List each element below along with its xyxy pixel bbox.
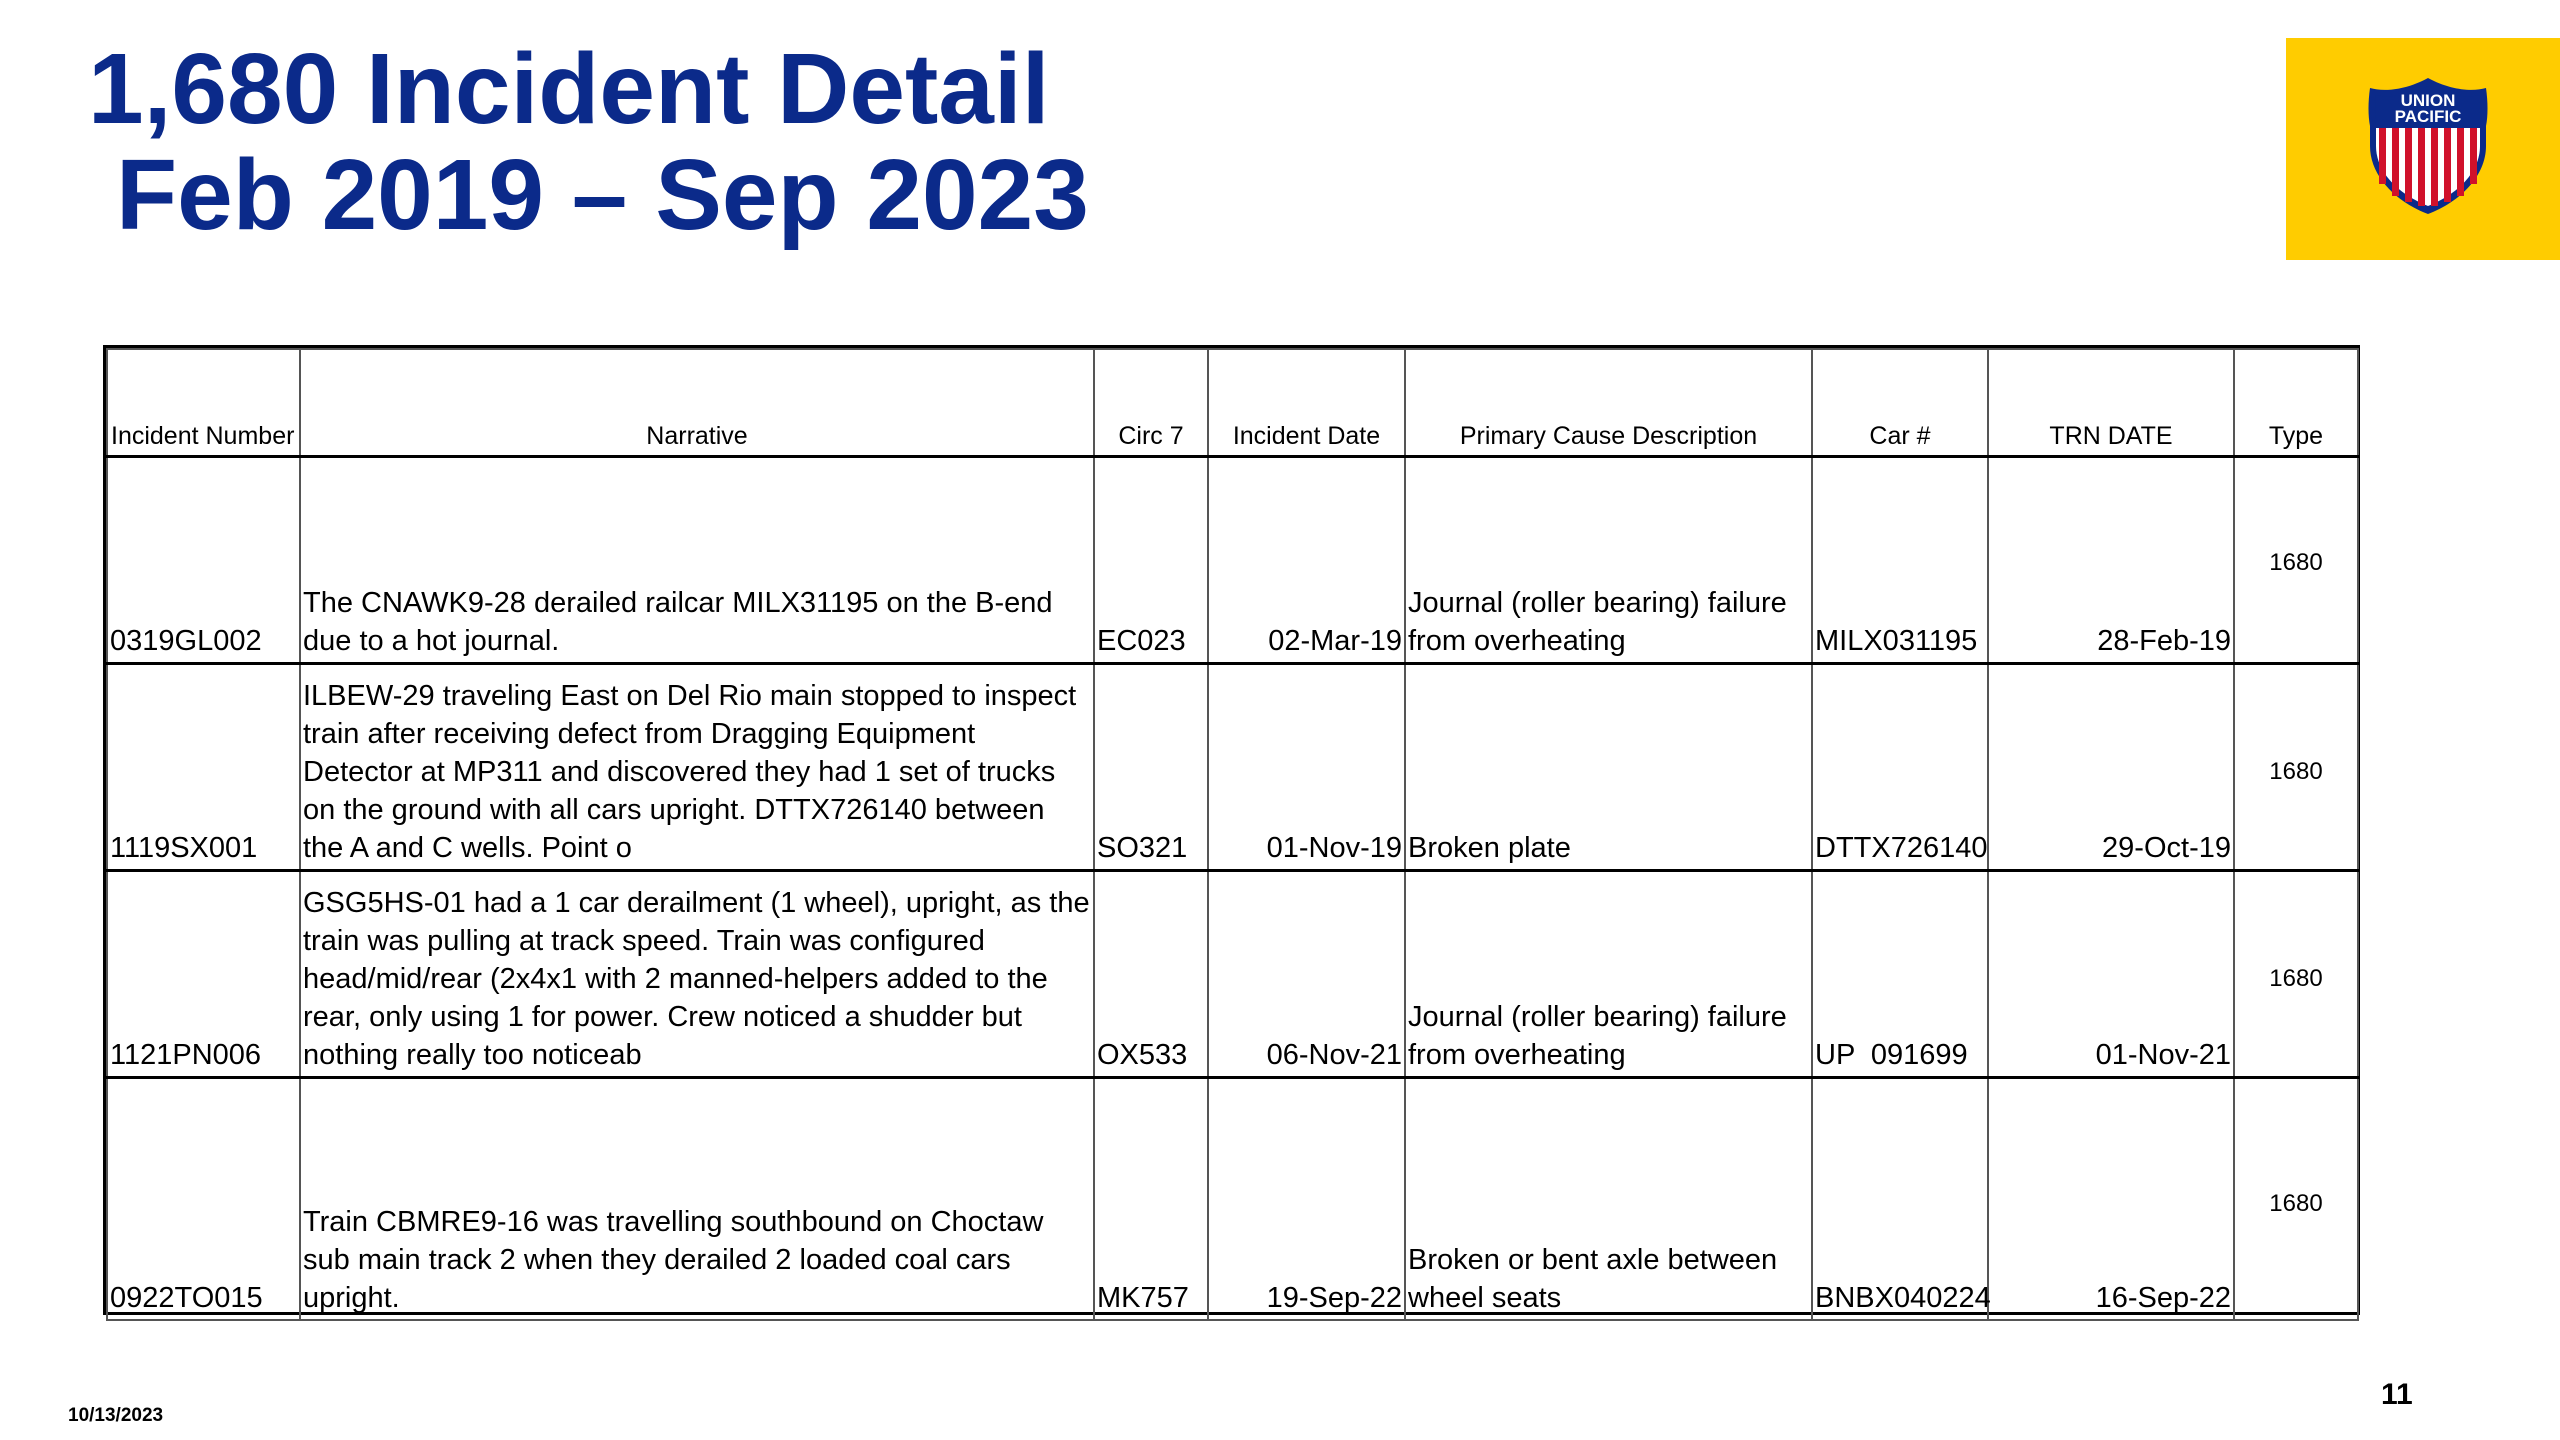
cell-primary-cause: Journal (roller bearing) failure from overheating: [1405, 456, 1812, 663]
slide-title: [88, 33, 1089, 251]
shield-icon: [2366, 76, 2490, 216]
table-row: [107, 663, 2358, 870]
cell-car-number: MILX031195: [1812, 456, 1988, 663]
cell-incident-date: 19-Sep-22: [1208, 1077, 1405, 1320]
header-trn-date: TRN DATE: [1988, 349, 2234, 456]
cell-type: 1680: [2234, 663, 2358, 870]
footer-date: 10/13/2023: [68, 1405, 164, 1426]
cell-incident-date: 02-Mar-19: [1208, 456, 1405, 663]
logo-text-pacific: PACIFIC: [2394, 107, 2462, 126]
cell-primary-cause: Journal (roller bearing) failure from overheating: [1405, 870, 1812, 1077]
union-pacific-logo: [2286, 38, 2560, 260]
header-primary-cause: Primary Cause Description: [1405, 349, 1812, 456]
cell-type: 1680: [2234, 456, 2358, 663]
cell-incident-number: 0922TO015: [107, 1077, 300, 1320]
logo-text-union: UNION: [2400, 91, 2456, 110]
title-line-1: 1,680 Incident Detail: [88, 33, 1050, 145]
cell-primary-cause: Broken or bent axle between wheel seats: [1405, 1077, 1812, 1320]
header-type: Type: [2234, 349, 2358, 456]
cell-incident-date: 01-Nov-19: [1208, 663, 1405, 870]
title-line-2: Feb 2019 – Sep 2023: [116, 139, 1089, 251]
cell-incident-number: 1121PN006: [107, 870, 300, 1077]
cell-circ7: OX533: [1094, 870, 1208, 1077]
table-row: [107, 1077, 2358, 1320]
cell-narrative: ILBEW-29 traveling East on Del Rio main stopped to inspect train after receiving defect from Dragging Equipment Detector at MP311 and discovered they had 1 set of trucks on the ground with all cars upright. DTTX726140 between the A and C wells. Point o: [300, 663, 1094, 870]
header-car-number: Car #: [1812, 349, 1988, 456]
page-number: 11: [2381, 1378, 2413, 1411]
cell-primary-cause: Broken plate: [1405, 663, 1812, 870]
cell-car-number: BNBX040224: [1812, 1077, 1988, 1320]
cell-narrative: GSG5HS-01 had a 1 car derailment (1 wheel), upright, as the train was pulling at track speed. Train was configured head/mid/rear (2x4x1 with 2 manned-helpers added to the rear, only using 1 for power. Crew noticed a shudder but nothing really too noticeab: [300, 870, 1094, 1077]
header-incident-number: Incident Number: [107, 349, 300, 456]
table-row: [107, 870, 2358, 1077]
cell-circ7: SO321: [1094, 663, 1208, 870]
cell-car-number: UP 091699: [1812, 870, 1988, 1077]
cell-trn-date: 28-Feb-19: [1988, 456, 2234, 663]
cell-trn-date: 29-Oct-19: [1988, 663, 2234, 870]
cell-incident-date: 06-Nov-21: [1208, 870, 1405, 1077]
cell-trn-date: 16-Sep-22: [1988, 1077, 2234, 1320]
cell-type: 1680: [2234, 1077, 2358, 1320]
header-circ7: Circ 7: [1094, 349, 1208, 456]
incident-table: [103, 345, 2360, 1315]
table-header-row: [107, 349, 2358, 456]
cell-trn-date: 01-Nov-21: [1988, 870, 2234, 1077]
header-narrative: Narrative: [300, 349, 1094, 456]
cell-incident-number: 0319GL002: [107, 456, 300, 663]
cell-circ7: MK757: [1094, 1077, 1208, 1320]
cell-type: 1680: [2234, 870, 2358, 1077]
cell-car-number: DTTX726140: [1812, 663, 1988, 870]
cell-narrative: The CNAWK9-28 derailed railcar MILX31195 on the B-end due to a hot journal.: [300, 456, 1094, 663]
table-row: [107, 456, 2358, 663]
cell-incident-number: 1119SX001: [107, 663, 300, 870]
cell-circ7: EC023: [1094, 456, 1208, 663]
header-incident-date: Incident Date: [1208, 349, 1405, 456]
cell-narrative: Train CBMRE9-16 was travelling southbound on Choctaw sub main track 2 when they derailed 2 loaded coal cars upright.: [300, 1077, 1094, 1320]
